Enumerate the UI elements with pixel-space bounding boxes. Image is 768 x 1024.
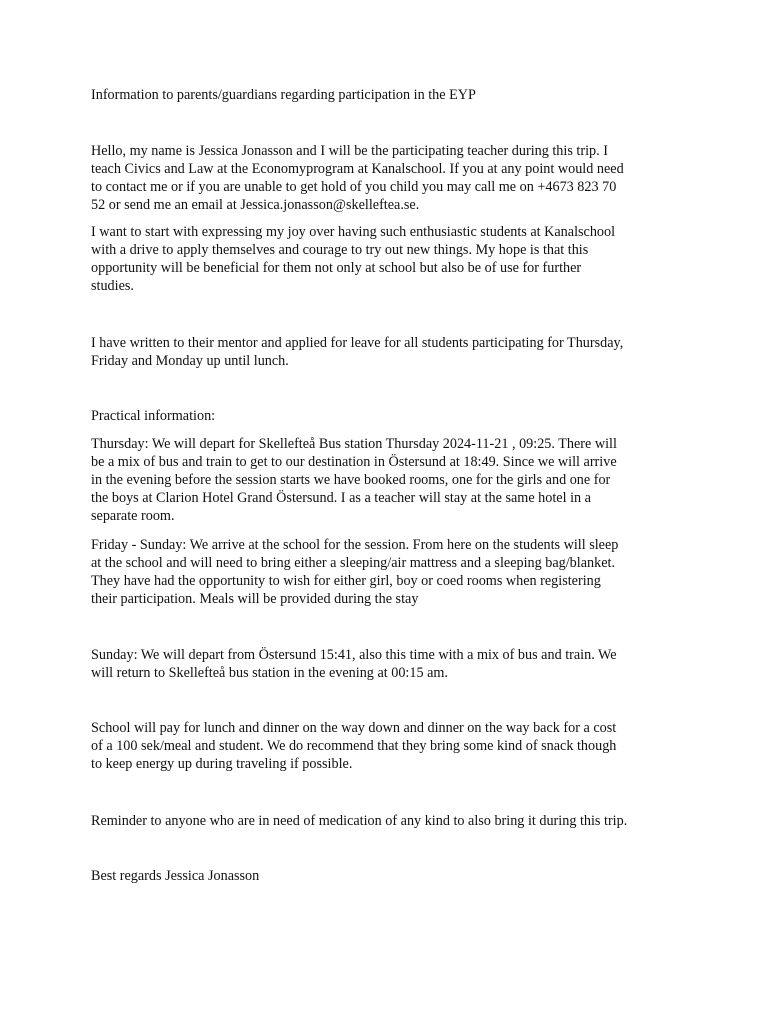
reminder-paragraph: Reminder to anyone who are in need of medication of any kind to also bring it during this trip.: [91, 813, 628, 829]
joy-paragraph: I want to start with expressing my joy over having such enthusiastic students at Kanalschool with a drive to apply themselves and courage to try out new things. My hope is that this opportunity will be beneficial for them not only at school but also be of use for further studies.: [91, 224, 616, 294]
letter-heading: Information to parents/guardians regarding participation in the EYP: [91, 87, 476, 103]
thursday-paragraph: Thursday: We will depart for Skellefteå Bus station Thursday 2024-11-21 , 09:25. There will be a mix of bus and train to get to our destination in Östersund at 18:49. Since we will arrive in the evening before the session starts we have booked rooms, one for the girls and one for the boys at Clarion Hotel Grand Östersund. I as a teacher will stay at the same hotel in a separate room.: [91, 436, 617, 524]
practical-heading: Practical information:: [91, 408, 216, 424]
signoff: Best regards Jessica Jonasson: [91, 868, 260, 884]
friday-paragraph: Friday - Sunday: We arrive at the school for the session. From here on the students will sleep at the school and will need to bring either a sleeping/air mattress and a sleeping bag/blanket. They have had the opportunity to wish for either girl, boy or coed rooms when registering their participation. Meals will be provided during the stay: [91, 537, 619, 607]
lunch-paragraph: School will pay for lunch and dinner on the way down and dinner on the way back for a cost of a 100 sek/meal and student. We do recommend that they bring some kind of snack though to keep energy up during traveling if possible.: [91, 720, 617, 772]
sunday-paragraph: Sunday: We will depart from Östersund 15:41, also this time with a mix of bus and train. We will return to Skellefteå bus station in the evening at 00:15 am.: [91, 647, 617, 681]
intro-paragraph: Hello, my name is Jessica Jonasson and I will be the participating teacher during this trip. I teach Civics and Law at the Economyprogram at Kanalschool. If you at any point would need to contact me or if you are unable to get hold of you child you may call me on +4673 823 70 52 or send me an email at Jessica.jonasson@skelleftea.se.: [91, 143, 624, 213]
leave-paragraph: I have written to their mentor and applied for leave for all students participating for Thursday, Friday and Monday up until lunch.: [91, 335, 624, 369]
